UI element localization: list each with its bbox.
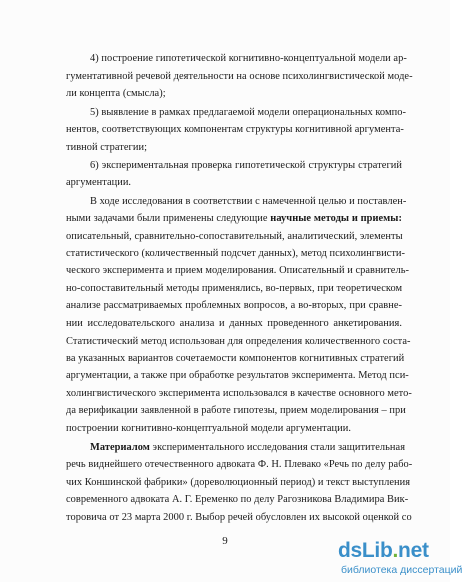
text-span: 6) экспериментальная проверка гипотетической структуры стратегий [90,160,402,171]
text-span: В ходе исследования в соответствии с намеченной целью и поставлен- [90,196,407,207]
text-line [66,458,413,472]
text-span: да верификации заявленной в работе гипотезы, прием моделирования – при [66,405,406,416]
text-line [90,195,407,209]
text-line [66,369,409,383]
text-span: чих Коншинской фабрики» (дореволюционный период) и текст выступления [66,477,411,488]
text-span: статистического (количественный подсчет данных), метод психолингвисти- [66,248,406,259]
text-span: 5) выявление в рамках предлагаемой модели операциональных компо- [90,107,406,118]
text-line [66,493,409,507]
text-line [66,123,402,137]
text-span: 4) построение гипотетической когнитивно-концептуальной модели ар- [90,53,407,64]
page-number: 9 [222,535,228,547]
bold-text: Материалом [90,442,150,453]
text-line [66,264,409,278]
text-span: описательный, сравнительно-сопоставительный, аналитический, элементы [66,231,403,242]
text-span: нентов, соответствующих компонентам структуры когнитивной аргумента- [66,124,404,135]
text-span: современного адвоката А. Г. Еременко по делу Рагозникова Владимира Вик- [66,494,409,505]
text-line [66,352,405,366]
text-line [66,476,411,490]
text-line [66,70,413,84]
text-line [66,247,406,261]
text-span: но-сопоставительный методы применялись, во-первых, при теоретическом [66,283,403,294]
text-line [66,422,402,436]
text-span: экспериментального исследования стали защитительная [149,442,406,453]
text-span: тивной стратегии; [66,142,148,153]
watermark-subtitle: библиотека диссертаций [341,564,462,576]
logo-tld: net [398,539,429,562]
logo-main: dsLib [338,539,393,562]
text-line [90,106,406,120]
text-line [66,511,412,525]
text-line [66,87,402,101]
text-line [66,176,402,190]
text-line [66,212,402,226]
text-line [90,52,407,66]
text-span: нии исследовательского анализа и данных проведенного анкетирования. [66,318,402,329]
text-span: речь виднейшего отечественного адвоката Ф. Н. Плевако «Речь по делу рабо- [66,459,413,470]
text-span: ными задачами были применены следующие [66,213,271,224]
text-span: ли концепта (смысла); [66,88,166,99]
text-line [66,282,402,296]
dslib-watermark[interactable] [338,539,462,578]
text-span: ва указанных вариантов сочетаемости компонентов когнитивных стратегий [66,353,405,364]
text-line [90,159,402,173]
text-line [90,441,406,455]
dslib-logo [338,540,429,562]
text-line [66,230,402,244]
text-span: анализе рассматриваемых проблемных вопросов, а во-вторых, при сравне- [66,300,402,311]
bold-text: научные методы и приемы: [270,213,402,224]
logo-dot: . [392,539,399,562]
text-line [66,404,406,418]
text-span: гументативной речевой деятельности на основе психолингвистической моде- [66,71,413,82]
text-span: ческого эксперимента и прием моделирования. Описательный и сравнитель- [66,265,409,276]
text-line [66,141,402,155]
text-span: построении когнитивно-концептуальной модели аргументации. [66,423,352,434]
text-span: Статистический метод использован для определения количественного соста- [66,336,411,347]
text-span: холингвистического эксперимента использовался в качестве основного мето- [66,388,412,399]
text-line [66,317,402,331]
text-line [66,299,402,313]
text-line [66,335,411,349]
text-line [66,387,412,401]
text-span: аргументации, а также при обработке результатов эксперимента. Метод пси- [66,370,409,381]
text-span: аргументации. [66,177,132,188]
text-span: торовича от 23 марта 2000 г. Выбор речей обусловлен их высокой оценкой со [66,512,412,523]
